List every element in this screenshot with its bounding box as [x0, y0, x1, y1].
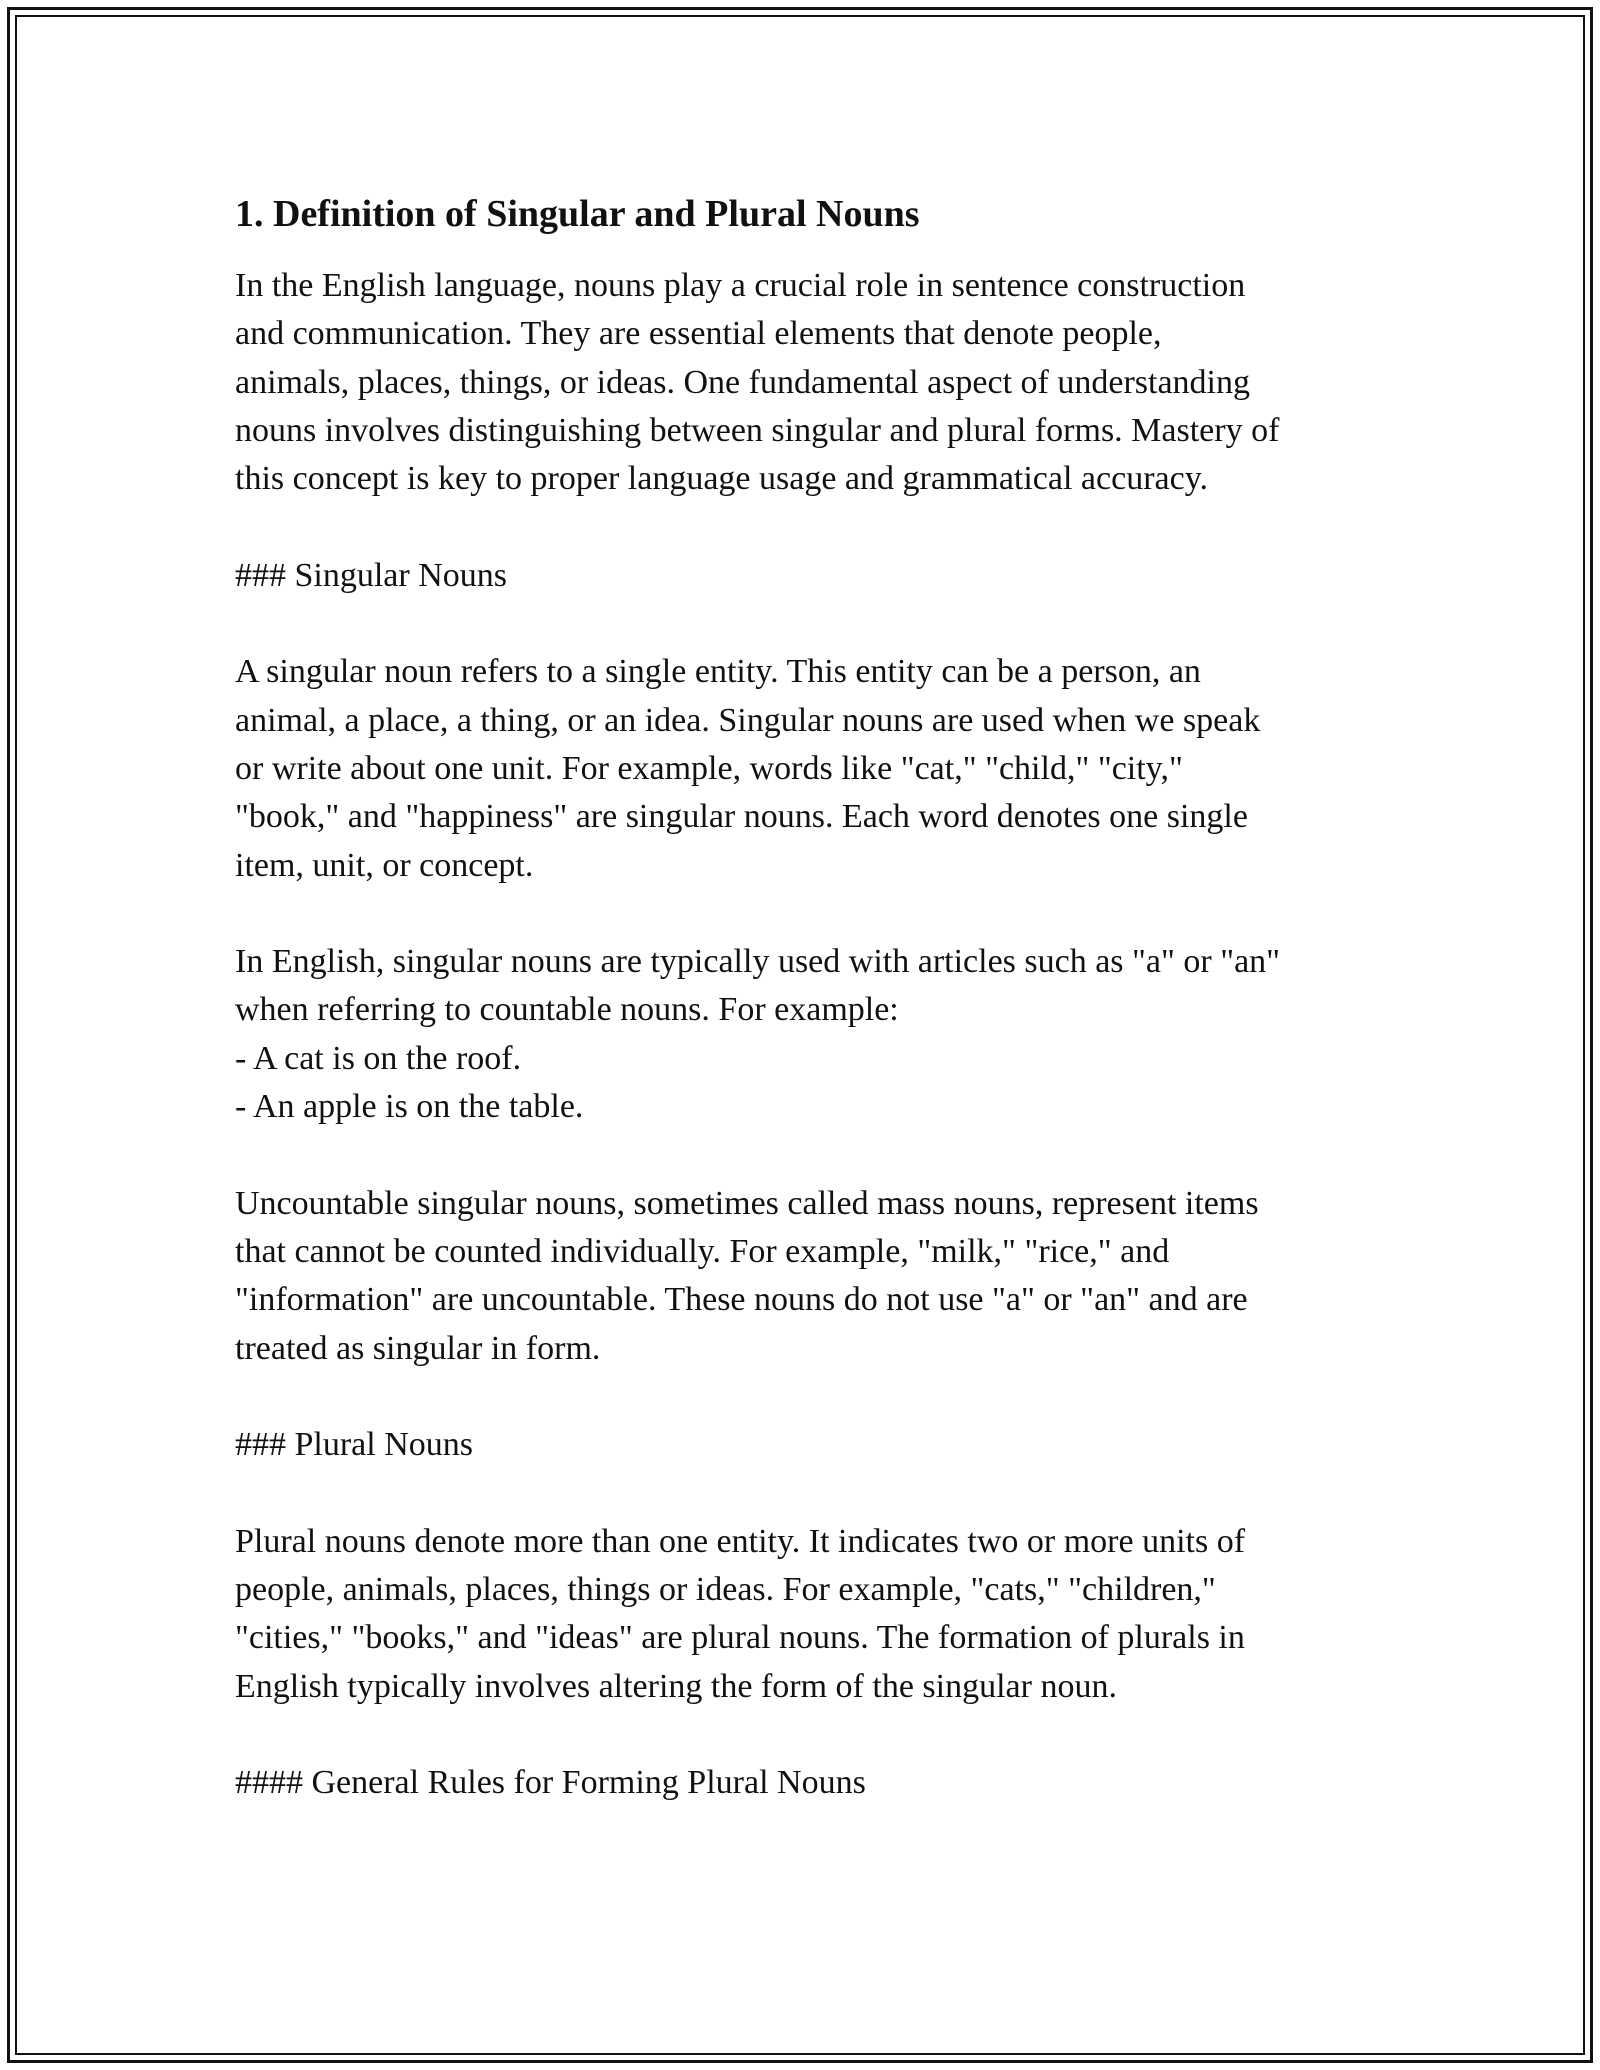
text-line: treated as singular in form. [235, 1329, 601, 1367]
text-line: ### Plural Nouns [235, 1426, 473, 1464]
text-line: animals, places, things, or ideas. One fundamental aspect of understanding [235, 363, 1250, 401]
text-line: ### Singular Nouns [235, 556, 507, 594]
text-line: people, animals, places, things or ideas. For example, "cats," "children," [235, 1571, 1216, 1609]
text-line: that cannot be counted individually. For example, "milk," "rice," and [235, 1232, 1170, 1270]
text-line: animal, a place, a thing, or an idea. Singular nouns are used when we speak [235, 701, 1261, 739]
text-line: In the English language, nouns play a crucial role in sentence construction [235, 267, 1246, 304]
subheading-plural-nouns [235, 1421, 1385, 1469]
text-line: In English, singular nouns are typically used with articles such as "a" or "an" [235, 943, 1281, 981]
text-line: Uncountable singular nouns, sometimes called mass nouns, represent items [235, 1184, 1259, 1222]
subheading-singular-nouns [235, 552, 1385, 600]
text-line: English typically involves altering the form of the singular noun. [235, 1667, 1117, 1705]
text-line: "cities," "books," and "ideas" are plural nouns. The formation of plurals in [235, 1619, 1245, 1657]
list-item: - A cat is on the roof. [235, 1039, 522, 1077]
text-line: or write about one unit. For example, words like "cat," "child," "city," [235, 749, 1183, 787]
list-item: - An apple is on the table. [235, 1088, 584, 1126]
paragraph-intro [235, 262, 1385, 503]
text-line: #### General Rules for Forming Plural Nouns [235, 1764, 866, 1802]
page-title: 1. Definition of Singular and Plural Nouns [235, 193, 920, 235]
subheading-general-rules [235, 1759, 1385, 1807]
text-line: nouns involves distinguishing between singular and plural forms. Mastery of [235, 411, 1280, 449]
paragraph-singular-articles [235, 938, 1385, 1131]
text-line: "book," and "happiness" are singular nouns. Each word denotes one single [235, 798, 1248, 836]
paragraph-singular-definition [235, 648, 1385, 889]
text-line: "information" are uncountable. These nouns do not use "a" or "an" and are [235, 1281, 1248, 1319]
text-line: item, unit, or concept. [235, 846, 534, 884]
text-line: A singular noun refers to a single entity. This entity can be a person, an [235, 653, 1201, 691]
text-line: this concept is key to proper language usage and grammatical accuracy. [235, 460, 1209, 498]
paragraph-plural-definition [235, 1518, 1385, 1711]
text-line: and communication. They are essential elements that denote people, [235, 315, 1162, 353]
paragraph-uncountable [235, 1180, 1385, 1373]
text-line: Plural nouns denote more than one entity. It indicates two or more units of [235, 1522, 1246, 1560]
text-line: when referring to countable nouns. For example: [235, 991, 899, 1029]
document-body [235, 190, 1385, 1856]
